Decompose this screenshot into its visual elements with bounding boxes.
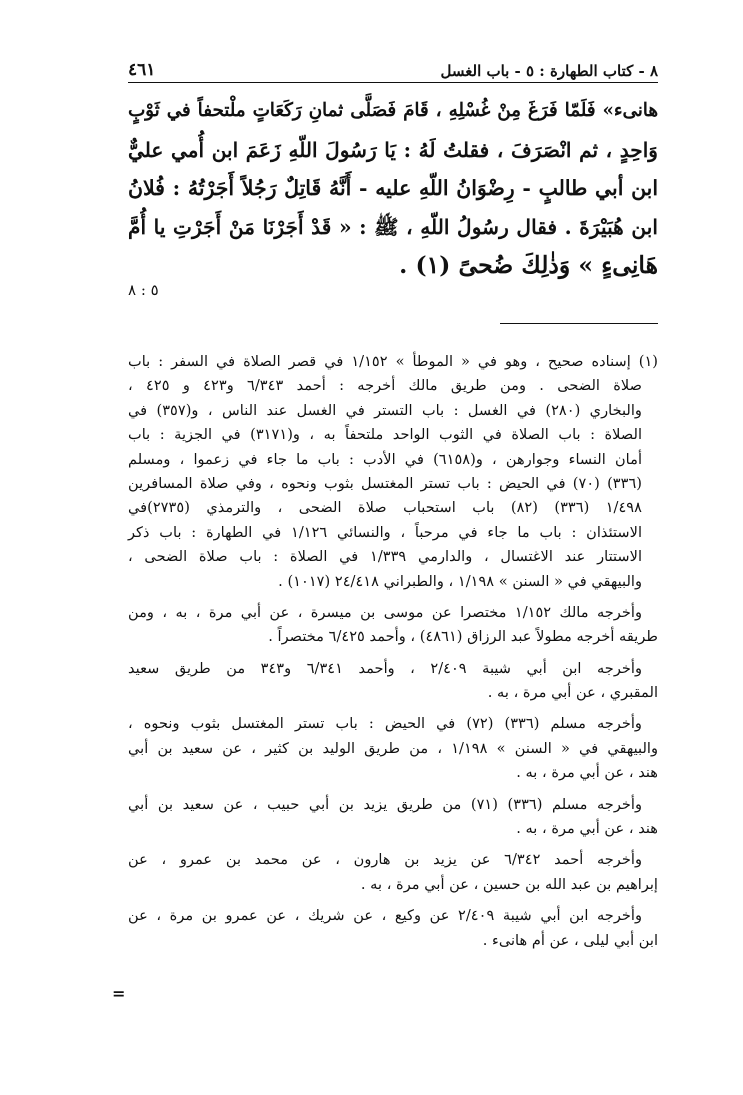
- hadith-line: هَانِىءٍ » وَذٰلِكَ ضُحىً (١) .: [399, 251, 658, 279]
- footnotes: [128, 350, 658, 953]
- margin-reference: ٥ : ٨: [128, 281, 159, 299]
- footnote-line: وأخرجه مسلم (٣٣٦) (٧١) من طريق يزيد بن أبي حبيب ، عن سعيد بن أبي: [128, 795, 643, 813]
- footnote-line: (٣٣٦) (٧٠) في الحيض : باب تستر المغتسل بثوب ونحوه ، وفي صلاة المسافرين: [128, 474, 642, 492]
- page-number: ٤٦١: [128, 60, 156, 80]
- hadith-text: [128, 92, 658, 285]
- hadith-line: ابن هُبَيْرَةَ . فقال رسُولُ اللّهِ ، ﷺ : « قَدْ أَجَرْنَا مَنْ أَجَرْتِ يا أُمَّ: [128, 214, 658, 239]
- footnote-line: وأخرجه مسلم (٣٣٦) (٧٢) في الحيض : باب تستر المغتسل بثوب ونحوه ،: [128, 715, 642, 733]
- hadith-line: وَاحِدٍ ، ثم انْصَرَفَ ، فقلتُ لَهُ : يَا رَسُولَ اللّهِ زَعَمَ ابن أُمي عليٌّ: [128, 137, 658, 162]
- footnote-line: والبيهقي في « السنن » ١/١٩٨ ، والطبراني ٢٤/٤١٨ (١٠١٧) .: [278, 572, 642, 590]
- footnote-line: صلاة الضحى . ومن طريق مالك أخرجه : أحمد ٦/٣٤٣ و٤٢٣ و ٤٢٥ ،: [128, 377, 643, 395]
- footnote-line: الصلاة : باب الصلاة في الثوب الواحد ملتحفاً به ، و(٣١٧١) في الجزية : باب: [128, 426, 643, 444]
- footnote-line: إبراهيم بن عبد الله بن حسين ، عن أبي مرة ، به .: [360, 875, 658, 893]
- footnote-line: طريقه أخرجه مطولاً عبد الرزاق (٤٨٦١) ، وأحمد ٦/٤٢٥ مختصراً .: [268, 628, 658, 646]
- running-title: ٨ - كتاب الطهارة : ٥ - باب الغسل: [440, 62, 658, 80]
- hadith-line: هانىء» فَلَمّا فَرَغَ مِنْ غُسْلِهِ ، قَامَ فَصَلَّى ثمانِ رَكَعَاتٍ ملْتحفاً في ثَوْبٍ: [128, 100, 658, 121]
- footnote-line: وأخرجه ابن أبي شيبة ٢/٤٠٩ عن وكيع ، عن شريك ، عن عمرو بن مرة ، عن: [128, 907, 642, 925]
- hadith-line: ابن أبي طالبٍ - رِضْوَانُ اللّهِ عليه - أَنَّهُ قَاتِلٌ رَجُلاً أَجَرْتُهُ : فُلانُ: [128, 176, 658, 200]
- footnote-line: المقبري ، عن أبي مرة ، به .: [487, 684, 658, 702]
- footnote-separator: [500, 323, 658, 324]
- footnote-line: وأخرجه أحمد ٦/٣٤٢ عن يزيد بن هارون ، عن محمد بن عمرو ، عن: [128, 851, 642, 869]
- continuation-mark: =: [112, 984, 126, 1003]
- footnote-line: الاستتار عند الاغتسال ، والدارمي ١/٣٣٩ في الصلاة : باب صلاة الضحى ،: [128, 548, 643, 566]
- footnote-line: وأخرجه مالك ١/١٥٢ مختصرا عن موسى بن ميسرة ، عن أبي مرة ، به ، ومن: [128, 603, 642, 621]
- footnote-line: الاستئذان : باب ما جاء في مرحباً ، والنسائي ١/١٢٦ في الطهارة : باب ذكر: [128, 523, 642, 541]
- footnote-line: والبيهقي في « السنن » ١/١٩٨ ، من طريق الوليد بن كثير ، عن سعيد بن أبي: [128, 739, 658, 757]
- footnote-line: هند ، عن أبي مرة ، به .: [516, 820, 658, 838]
- footnote-line: ١/٤٩٨ (٣٣٦) (٨٢) باب استحباب صلاة الضحى ، والترمذي (٢٧٣٥)في: [128, 499, 642, 517]
- page-header: [128, 52, 658, 83]
- footnote-line: هند ، عن أبي مرة ، به .: [516, 764, 658, 782]
- footnote-line: والبخاري (٢٨٠) في الغسل : باب التستر في الغسل عند الناس ، و(٣٥٧) في: [128, 401, 642, 419]
- footnote-line: ابن أبي ليلى ، عن أم هانىء .: [482, 931, 658, 949]
- footnote-line: أمان النساء وجوارهن ، و(٦١٥٨) في الأدب : باب ما جاء في زعموا ، ومسلم: [128, 450, 642, 468]
- footnote-line: وأخرجه ابن أبي شيبة ٢/٤٠٩ ، وأحمد ٦/٣٤١ و٣٤٣ من طريق سعيد: [128, 659, 642, 677]
- footnote-line: (١) إسناده صحيح ، وهو في « الموطأ » ١/١٥٢ في قصر الصلاة في السفر : باب: [128, 353, 658, 370]
